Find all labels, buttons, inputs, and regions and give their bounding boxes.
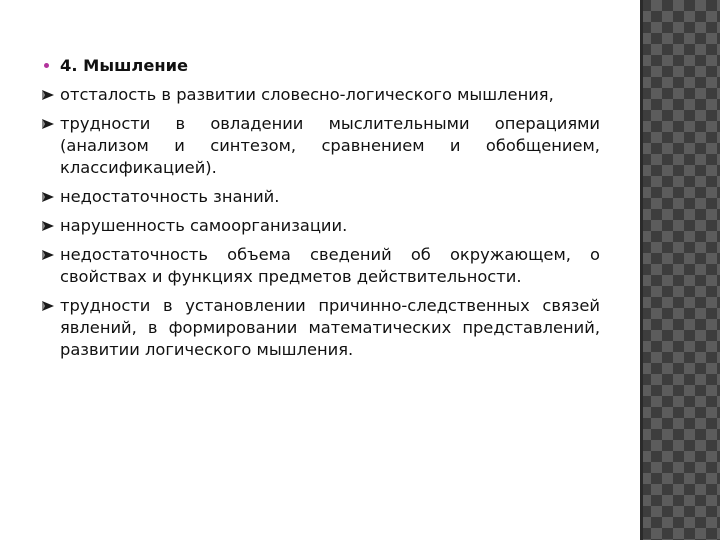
list-item-text: недостаточность объема сведений об окружающем, о свойствах и функциях предметов действительности. xyxy=(60,245,600,286)
list-item-text: трудности в установлении причинно-следственных связей явлений, в формировании математических представлений, развитии логического мышления. xyxy=(60,296,600,359)
arrow-bullet-icon xyxy=(42,250,54,260)
bullet-list xyxy=(40,55,600,368)
list-item xyxy=(40,215,600,237)
heading-text: 4. Мышление xyxy=(60,56,189,75)
list-item-text: отсталость в развитии словесно-логического мышления, xyxy=(60,85,554,104)
list-item xyxy=(40,295,600,361)
list-item xyxy=(40,186,600,208)
decorative-pattern-strip xyxy=(640,0,720,540)
arrow-bullet-icon xyxy=(42,90,54,100)
list-item-text: трудности в овладении мыслительными операциями (анализом и синтезом, сравнением и обобщением, классификацией). xyxy=(60,114,600,177)
strip-divider xyxy=(640,0,643,540)
arrow-bullet-icon xyxy=(42,119,54,129)
heading-item xyxy=(40,55,600,77)
list-item xyxy=(40,84,600,106)
dot-bullet-icon xyxy=(44,63,49,68)
list-item-text: недостаточность знаний. xyxy=(60,187,280,206)
arrow-bullet-icon xyxy=(42,221,54,231)
list-item-text: нарушенность самоорганизации. xyxy=(60,216,348,235)
list-item xyxy=(40,244,600,288)
arrow-bullet-icon xyxy=(42,192,54,202)
arrow-bullet-icon xyxy=(42,301,54,311)
list-item xyxy=(40,113,600,179)
